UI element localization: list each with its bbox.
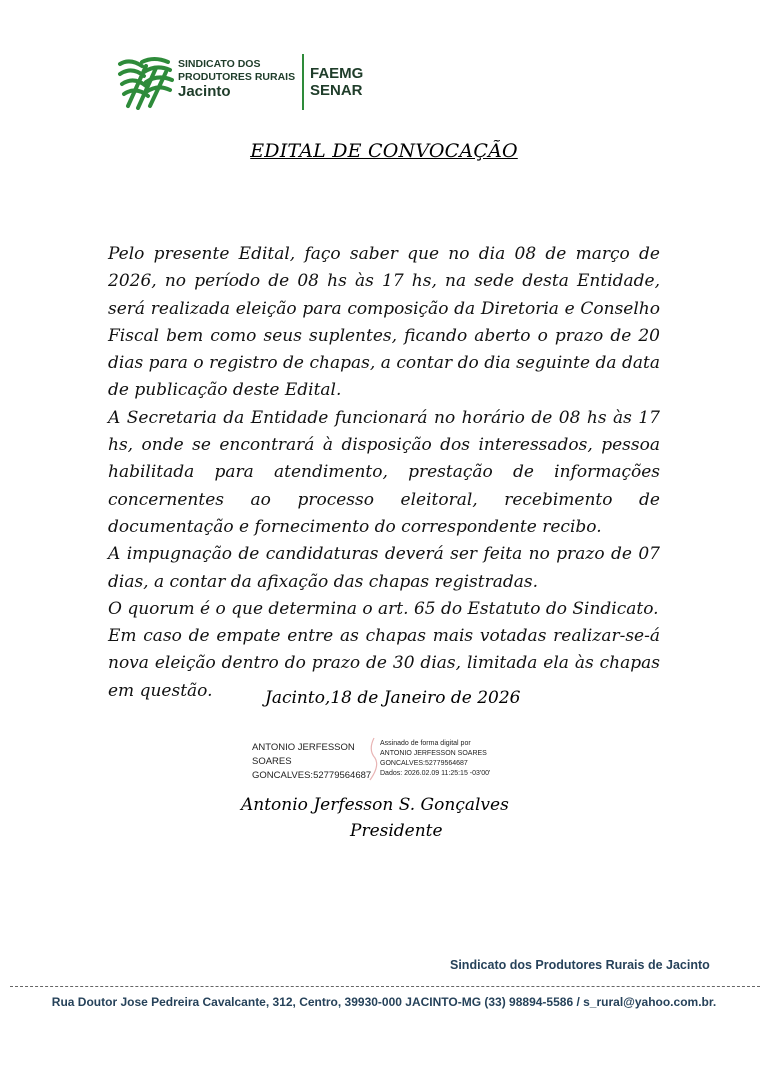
signature-detail-line: Assinado de forma digital por — [380, 740, 471, 747]
body-paragraph: Pelo presente Edital, faço saber que no dia 08 de março de 2026, no período de 08 hs às 17 hs, na sede desta Entidade, será realizada eleição para composição da Diretoria e Conselho Fiscal bem como seus suplentes, ficando aberto o prazo de 20 dias para o registro de chapas, a contar do dia seguinte da data de publicação deste Edital. — [108, 244, 660, 401]
footer-org-name: Sindicato dos Produtores Rurais de Jacinto — [450, 958, 710, 972]
logo-line-1: SINDICATO DOS — [178, 58, 261, 70]
partner-logo — [310, 65, 363, 99]
body-paragraph: O quorum é o que determina o art. 65 do Estatuto do Sindicato. — [108, 598, 659, 619]
logo-wordmark — [178, 58, 295, 100]
body-paragraph: A impugnação de candidaturas deverá ser feita no prazo de 07 dias, a contar da afixação das chapas registradas. — [108, 544, 660, 592]
partner-line-2: SENAR — [310, 82, 363, 99]
leaf-logo-icon — [116, 54, 174, 110]
document-body — [108, 241, 660, 705]
footer-address: Rua Doutor Jose Pedreira Cavalcante, 312, Centro, 39930-000 JACINTO-MG (33) 98894-5586 / s_rural@yahoo.com.br. — [51, 995, 717, 1009]
footer-divider — [10, 986, 760, 987]
logo-divider — [302, 54, 304, 110]
logo-line-2: PRODUTORES RURAIS — [178, 70, 296, 83]
header-logo — [116, 52, 376, 112]
digital-signature-name — [252, 741, 371, 783]
signature-detail-line: ANTONIO JERFESSON SOARES — [380, 750, 487, 757]
body-paragraph: Em caso de empate entre as chapas mais votadas realizar-se-á nova eleição dentro do prazo de 30 dias, limitada ela às chapas em questão. — [108, 626, 660, 701]
signature-stroke-icon — [366, 736, 380, 782]
partner-line-1: FAEMG — [310, 65, 364, 82]
signature-name-line: GONCALVES:52779564687 — [252, 770, 372, 781]
signature-detail-line: Dados: 2026.02.09 11:25:15 -03'00' — [380, 770, 491, 777]
body-paragraph: A Secretaria da Entidade funcionará no horário de 08 hs às 17 hs, onde se encontrará à disposição dos interessados, pessoa habilitada para atendimento, prestação de informações concernentes ao processo eleitoral, recebimento de documentação e fornecimento do correspondente recibo. — [108, 407, 660, 537]
document-title: EDITAL DE CONVOCAÇÃO — [250, 140, 518, 162]
digital-signature-details — [380, 739, 490, 779]
signer-role: Presidente — [350, 821, 443, 841]
logo-line-3: Jacinto — [178, 83, 231, 100]
signature-name-line: ANTONIO JERFESSON — [252, 742, 355, 753]
signer-name: Antonio Jerfesson S. Gonçalves — [241, 795, 509, 815]
date-line: Jacinto,18 de Janeiro de 2026 — [265, 688, 521, 708]
signature-detail-line: GONCALVES:52779564687 — [380, 760, 468, 767]
signature-name-line: SOARES — [252, 756, 292, 767]
